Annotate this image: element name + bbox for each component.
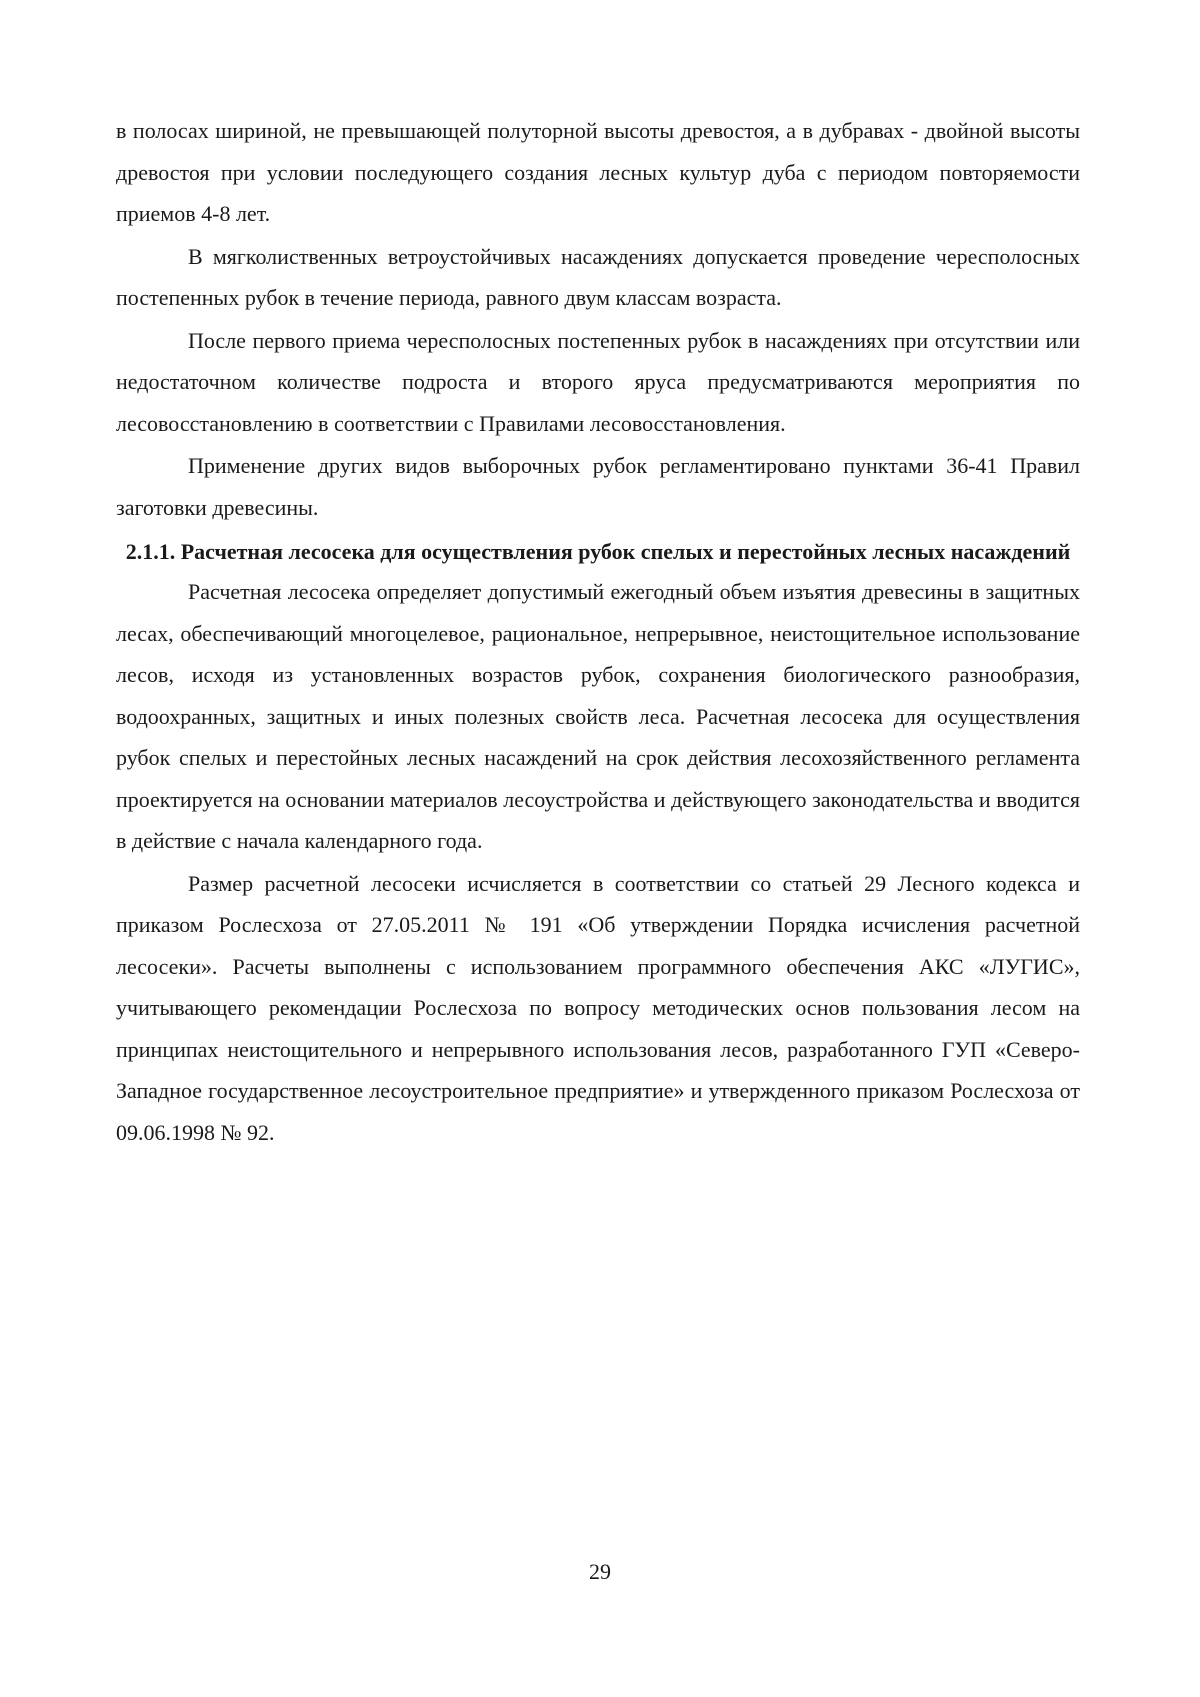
paragraph-reforestation: После первого приема чересполосных постепенных рубок в насаждениях при отсутствии или недостаточном количестве подроста и второго яруса предусматриваются мероприятия по лесовосстановлению в соответствии с Правилами лесовосстановления. (116, 327, 1080, 436)
page-number: 29 (589, 1559, 611, 1584)
section-heading: 2.1.1. Расчетная лесосека для осуществления рубок спелых и перестойных лесных насаждений (125, 539, 1071, 564)
paragraph-softwood-cuttings: В мягколиственных ветроустойчивых насаждениях допускается проведение чересполосных постепенных рубок в течение периода, равного двум классам возраста. (116, 243, 1080, 310)
paragraph-allowable-cut-calculation: Размер расчетной лесосеки исчисляется в соответствии со статьей 29 Лесного кодекса и приказом Рослесхоза от 27.05.2011 № 191 «Об утверждении Порядка исчисления расчетной лесосеки». Расчеты выполнены с использованием программного обеспечения АКС «ЛУГИС», учитывающего рекомендации Рослесхоза по вопросу методических основ пользования лесом на принципах неистощительного и непрерывного использования лесов, разработанного ГУП «Северо-Западное государственное лесоустроительное предприятие» и утвержденного приказом Рослесхоза от 09.06.1998 № 92. (116, 870, 1080, 1145)
paragraph-continuation: в полосах шириной, не превышающей полуторной высоты древостоя, а в дубравах - двойной высоты древостоя при условии последующего создания лесных культур дуба с периодом повторяемости приемов 4-8 лет. (116, 118, 1080, 226)
paragraph-allowable-cut-definition: Расчетная лесосека определяет допустимый ежегодный объем изъятия древесины в защитных лесах, обеспечивающий многоцелевое, рациональное, непрерывное, неистощительное использование лесов, исходя из установленных возрастов рубок, сохранения биологического разнообразия, водоохранных, защитных и иных полезных свойств леса. Расчетная лесосека для осуществления рубок спелых и перестойных лесных насаждений на срок действия лесохозяйственного регламента проектируется на основании материалов лесоустройства и действующего законодательства и вводится в действие с начала календарного года. (116, 579, 1080, 853)
paragraph-other-cuttings: Применение других видов выборочных рубок регламентировано пунктами 36-41 Правил заготовки древесины. (116, 453, 1080, 520)
page-content (116, 110, 1080, 1154)
